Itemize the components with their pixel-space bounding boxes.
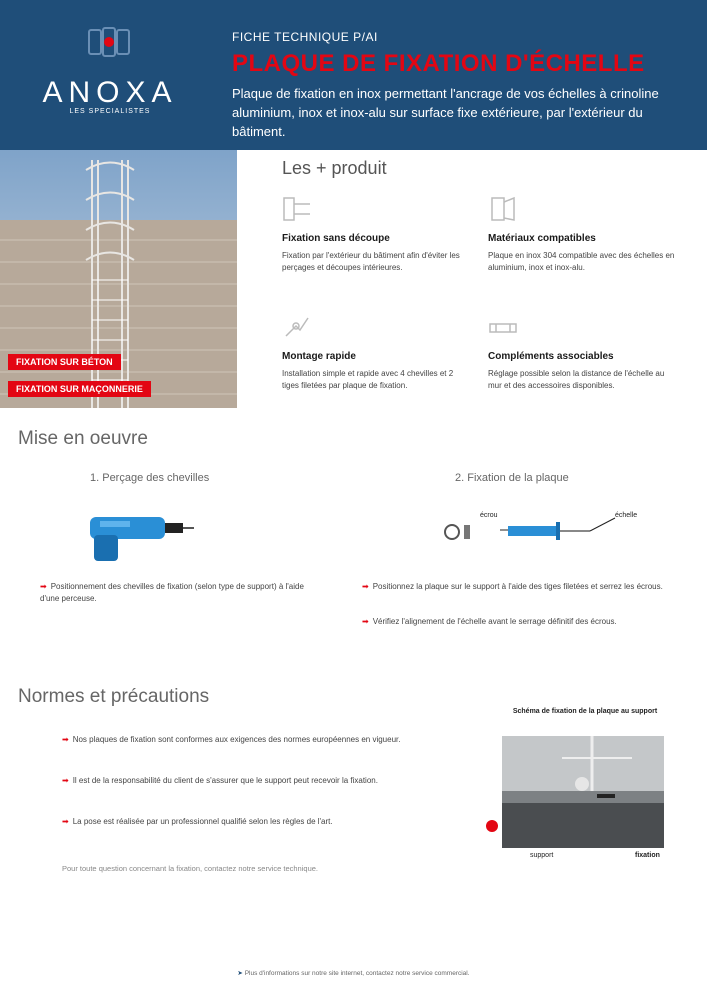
header (0, 0, 707, 150)
arrow-icon: ➡ (362, 582, 369, 591)
marker-icon (486, 820, 498, 832)
doc-label: FICHE TECHNIQUE P/AI (232, 30, 378, 44)
diagram-label-left: support (530, 852, 554, 859)
quick-install-icon (282, 314, 312, 340)
atout-title: Matériaux compatibles (488, 233, 596, 244)
atouts-title: Les + produit (282, 158, 387, 178)
footer: ➤ Plus d'informations sur notre site internet, contactez notre service commercial. (237, 970, 470, 977)
step-2-text-2: ➡ Vérifiez l'alignement de l'échelle avant le serrage définitif des écrous. (362, 617, 617, 626)
parts-label-left: écrou (480, 512, 498, 519)
logo-name: ANOXA (42, 76, 178, 109)
atout-text: Réglage possible selon la distance de l'échelle au mur et des accessoires disponibles. (488, 369, 665, 390)
atout-text: Plaque en inox 304 compatible avec des échelles en aluminium, inox et inox-alu. (488, 251, 675, 272)
page-title: PLAQUE DE FIXATION D'ÉCHELLE (232, 50, 645, 77)
atout-materials (488, 196, 678, 274)
options-icon (488, 314, 518, 340)
normes-note: Pour toute question concernant la fixation, contactez notre service technique. (62, 864, 318, 873)
diagram-label-right: fixation (635, 852, 660, 859)
atout-title: Compléments associables (488, 351, 614, 362)
section-title-mise-en-oeuvre: Mise en oeuvre (18, 428, 148, 449)
parts-label-right: échelle (615, 512, 638, 519)
logo-tagline: LES SPECIALISTES (69, 108, 151, 115)
badge-concrete: FIXATION SUR BÉTON (8, 354, 121, 370)
wall-anchor-icon (282, 196, 312, 222)
normes-bullet: ➡ Il est de la responsabilité du client de s'assurer que le support peut recevoir la fixation. (62, 776, 378, 785)
drill-icon (80, 505, 195, 565)
arrow-icon: ➡ (40, 582, 47, 591)
section-title-normes: Normes et précautions (18, 686, 210, 707)
normes-bullet: ➡ Nos plaques de fixation sont conformes aux exigences des normes européennes en vigueur. (62, 735, 401, 744)
atout-title: Montage rapide (282, 351, 356, 362)
badge-masonry: FIXATION SUR MAÇONNERIE (8, 381, 151, 397)
compatibility-icon (488, 196, 518, 222)
step-1-text: ➡ Positionnement des chevilles de fixation (selon type de support) à l'aide d'une perceuse. (40, 582, 304, 603)
fixation-diagram (502, 736, 664, 848)
atout-fixation (282, 196, 472, 274)
normes-bullet: ➡ La pose est réalisée par un professionnel qualifié selon les règles de l'art. (62, 817, 333, 826)
atout-title: Fixation sans découpe (282, 233, 390, 244)
diagram-caption: Schéma de fixation de la plaque au support (512, 708, 658, 715)
arrow-icon: ➡ (62, 817, 69, 826)
atout-text: Installation simple et rapide avec 4 chevilles et 2 tiges filetées par plaque de fixation. (282, 369, 454, 390)
arrow-icon: ➡ (62, 735, 69, 744)
atout-text: Fixation par l'extérieur du bâtiment afin d'éviter les perçages et découpes intérieures. (282, 251, 460, 272)
arrow-icon: ➡ (62, 776, 69, 785)
arrow-icon: ➡ (362, 617, 369, 626)
logo-icon (88, 26, 130, 58)
atout-complements (488, 314, 678, 392)
step-2-title: 2. Fixation de la plaque (455, 472, 569, 484)
atout-montage (282, 314, 472, 392)
product-description: Plaque de fixation en inox permettant l'ancrage de vos échelles à crinoline aluminium, inox et inox-alu sur surface fixe extérieure, par l'extérieur du bâtiment. (232, 86, 659, 139)
step-1-title: 1. Perçage des chevilles (90, 472, 210, 484)
step-2-text-1: ➡ Positionnez la plaque sur le support à l'aide des tiges filetées et serrez les écrous. (362, 582, 663, 591)
arrow-icon: ➤ (237, 970, 245, 977)
